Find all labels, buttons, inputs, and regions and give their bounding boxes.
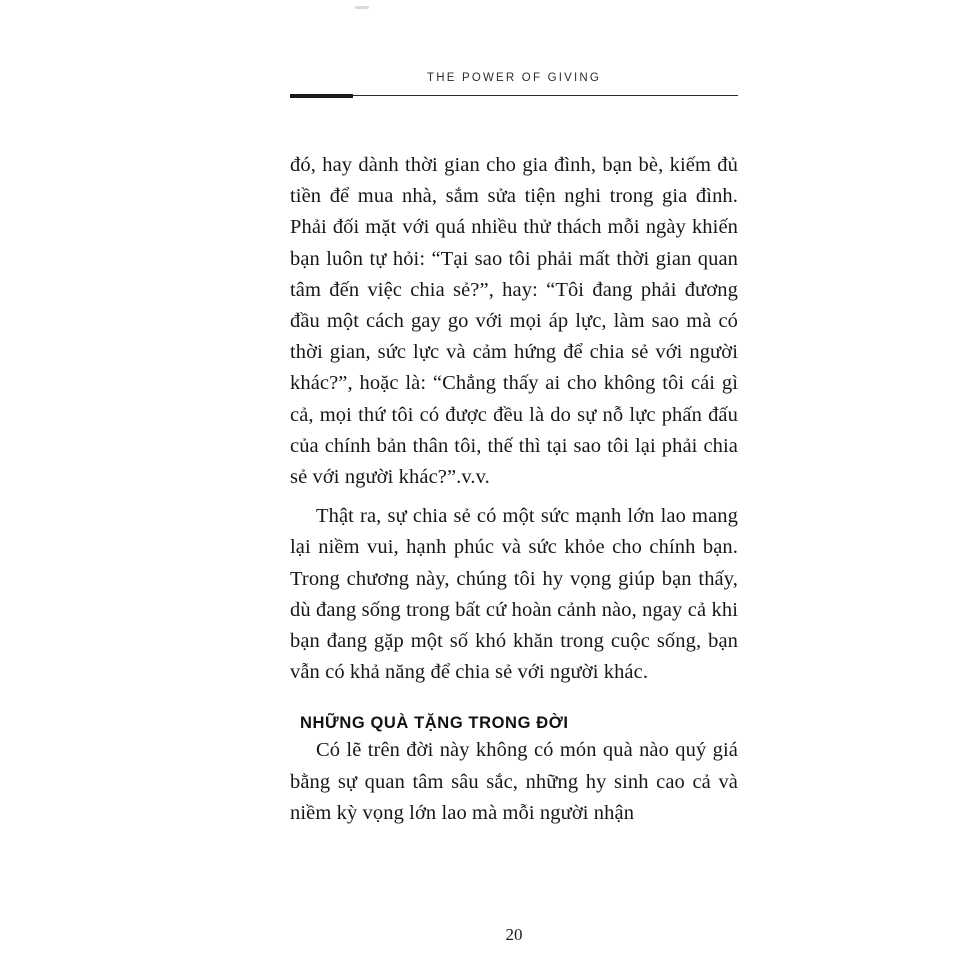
section-heading: NHỮNG QUÀ TẶNG TRONG ĐỜI — [300, 714, 569, 733]
body-text — [290, 150, 738, 829]
header-rule-thick — [290, 94, 353, 98]
scan-artifact — [355, 6, 369, 9]
paragraph: Thật ra, sự chia sẻ có một sức mạnh lớn lao mang lại niềm vui, hạnh phúc và sức khỏe cho chính bạn. Trong chương này, chúng tôi hy vọng giúp bạn thấy, dù đang sống trong bất cứ hoàn cảnh nào, ngay cả khi bạn đang gặp một số khó khăn trong cuộc sống, bạn vẫn có khả năng để chia sẻ với người khác. — [290, 505, 738, 684]
page-text-column — [290, 0, 738, 980]
header-rule-thin — [290, 95, 738, 96]
paragraph: Có lẽ trên đời này không có món quà nào quý giá bằng sự quan tâm sâu sắc, những hy sinh cao cả và niềm kỳ vọng lớn lao mà mỗi người nhận — [290, 739, 738, 824]
running-head: THE POWER OF GIVING — [426, 72, 602, 84]
page-number: 20 — [505, 925, 523, 944]
paragraph: đó, hay dành thời gian cho gia đình, bạn bè, kiếm đủ tiền để mua nhà, sắm sửa tiện nghi trong gia đình. Phải đối mặt với quá nhiều thử thách mỗi ngày khiến bạn luôn tự hỏi: “Tại sao tôi phải mất thời gian quan tâm đến việc chia sẻ?”, hay: “Tôi đang phải đương đầu một cách gay go với mọi áp lực, làm sao mà có thời gian, sức lực và cảm hứng để chia sẻ với người khác?”, hoặc là: “Chẳng thấy ai cho không tôi cái gì cả, mọi thứ tôi có được đều là do sự nỗ lực phấn đấu của chính bản thân tôi, thế thì tại sao tôi lại phải chia sẻ với người khác?”.v.v. — [290, 154, 738, 489]
header-rule — [290, 94, 738, 98]
